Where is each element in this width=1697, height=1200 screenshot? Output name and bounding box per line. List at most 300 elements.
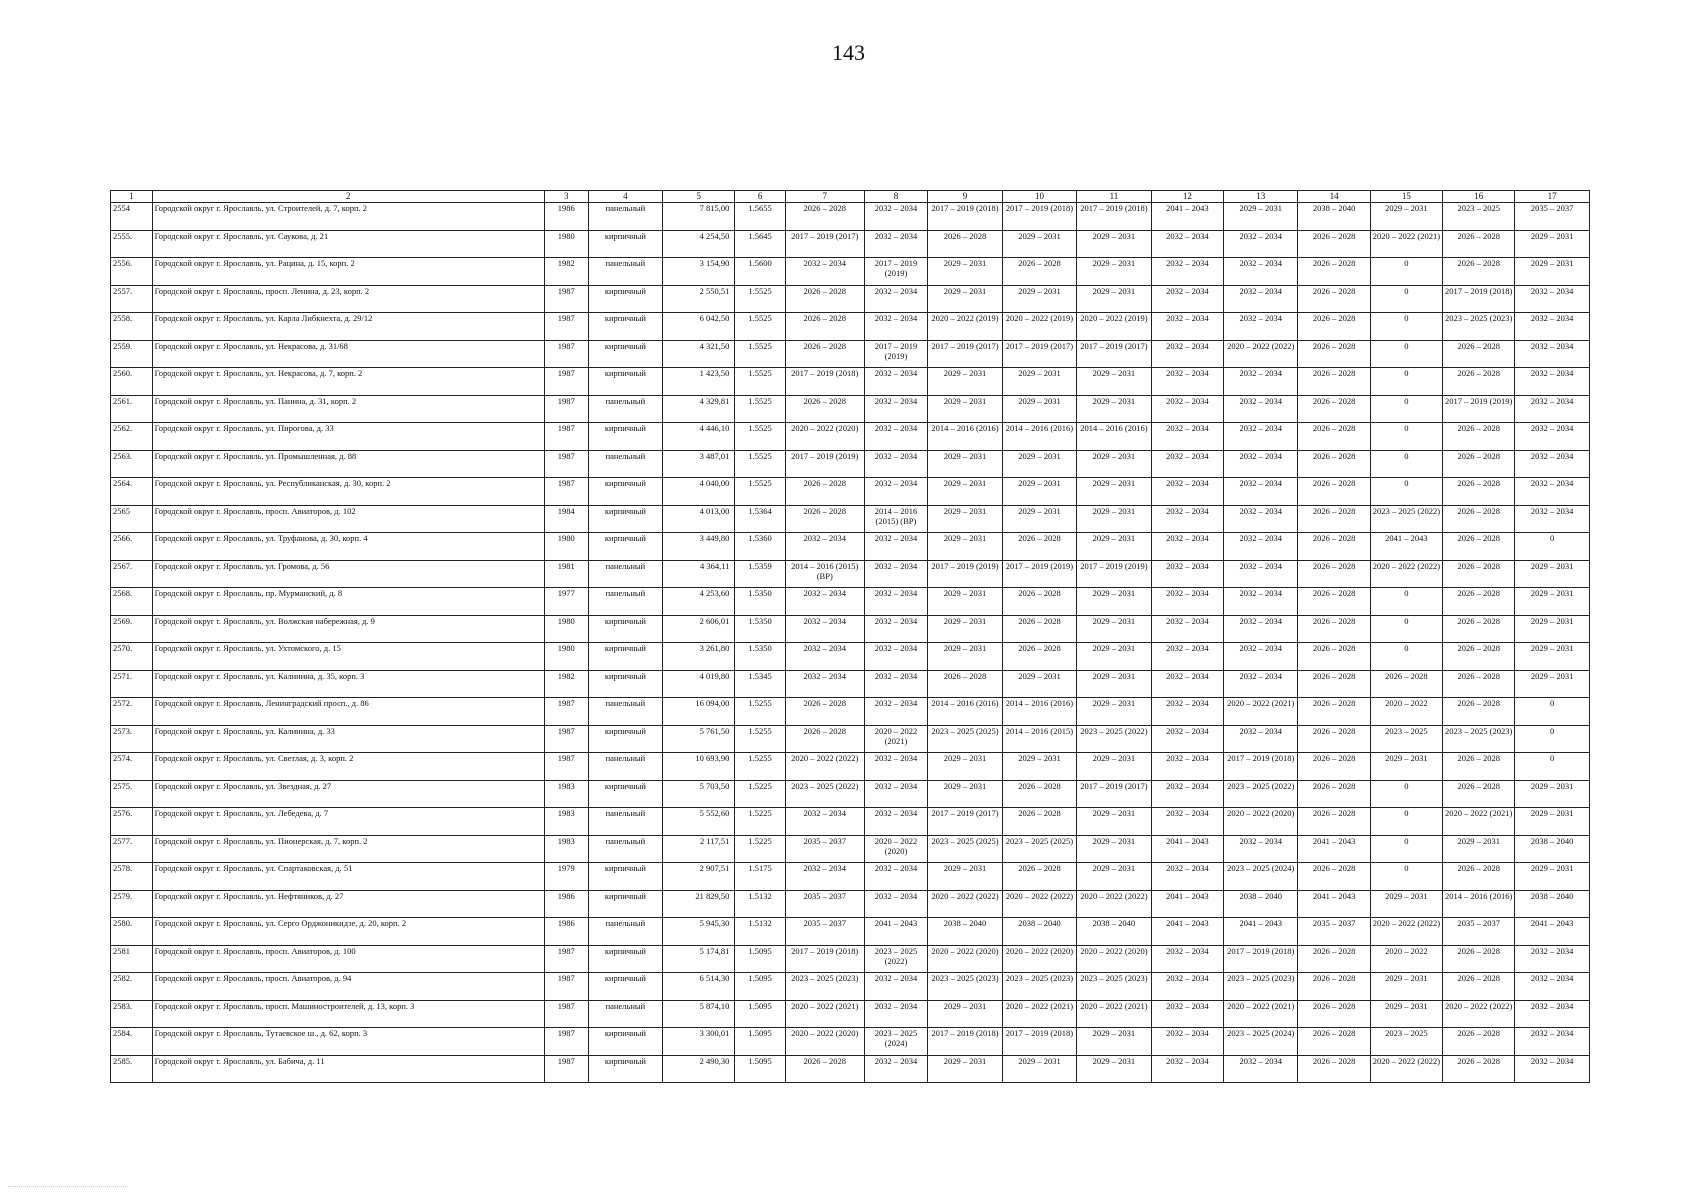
table-cell-col-13: 2032 – 2034 xyxy=(1223,643,1297,671)
table-cell-col-12: 2032 – 2034 xyxy=(1151,533,1223,561)
table-cell-col-8: 2032 – 2034 xyxy=(864,478,928,506)
table-cell-col-11: 2023 – 2025 (2023) xyxy=(1077,973,1151,1001)
table-cell-col-13: 2020 – 2022 (2021) xyxy=(1223,1000,1297,1028)
table-cell-col-11: 2029 – 2031 xyxy=(1077,863,1151,891)
table-cell-col-3: 1987 xyxy=(544,698,588,726)
table-cell-col-15: 2026 – 2028 xyxy=(1370,670,1442,698)
table-cell-col-15: 2023 – 2025 (2022) xyxy=(1370,505,1442,533)
table-cell-col-15: 0 xyxy=(1370,808,1442,836)
table-cell-col-16: 2026 – 2028 xyxy=(1443,1028,1515,1056)
table-cell-col-3: 1987 xyxy=(544,945,588,973)
table-cell-col-1: 2568. xyxy=(111,588,153,616)
table-cell-col-6: 1.5360 xyxy=(735,533,785,561)
table-cell-col-11: 2020 – 2022 (2021) xyxy=(1077,1000,1151,1028)
table-cell-col-17: 2032 – 2034 xyxy=(1515,285,1590,313)
table-cell-col-3: 1986 xyxy=(544,890,588,918)
table-cell-col-2: Городской округ г. Ярославль, ул. Бабича, д. 11 xyxy=(152,1055,544,1083)
table-cell-col-5: 4 446,10 xyxy=(663,423,735,451)
table-row xyxy=(111,643,1590,671)
table-cell-col-7: 2017 – 2019 (2018) xyxy=(785,945,864,973)
table-cell-col-12: 2032 – 2034 xyxy=(1151,945,1223,973)
table-cell-col-4: кирпичный xyxy=(588,615,662,643)
table-cell-col-2: Городской округ г. Ярославль, ул. Рацина, д. 15, корп. 2 xyxy=(152,258,544,286)
table-cell-col-7: 2026 – 2028 xyxy=(785,725,864,753)
table-cell-col-7: 2020 – 2022 (2020) xyxy=(785,423,864,451)
table-cell-col-15: 0 xyxy=(1370,395,1442,423)
table-cell-col-6: 1.5095 xyxy=(735,973,785,1001)
table-cell-col-8: 2032 – 2034 xyxy=(864,560,928,588)
table-cell-col-11: 2017 – 2019 (2019) xyxy=(1077,560,1151,588)
table-cell-col-15: 2020 – 2022 (2022) xyxy=(1370,1055,1442,1083)
table-cell-col-13: 2020 – 2022 (2020) xyxy=(1223,808,1297,836)
table-cell-col-11: 2029 – 2031 xyxy=(1077,753,1151,781)
table-cell-col-9: 2014 – 2016 (2016) xyxy=(928,423,1002,451)
table-cell-col-16: 2026 – 2028 xyxy=(1443,670,1515,698)
table-cell-col-11: 2017 – 2019 (2017) xyxy=(1077,780,1151,808)
table-cell-col-8: 2032 – 2034 xyxy=(864,863,928,891)
table-cell-col-1: 2569. xyxy=(111,615,153,643)
table-cell-col-17: 2029 – 2031 xyxy=(1515,670,1590,698)
table-cell-col-17: 0 xyxy=(1515,533,1590,561)
table-cell-col-12: 2032 – 2034 xyxy=(1151,478,1223,506)
table-cell-col-10: 2026 – 2028 xyxy=(1002,863,1076,891)
table-cell-col-15: 0 xyxy=(1370,863,1442,891)
table-cell-col-9: 2029 – 2031 xyxy=(928,395,1002,423)
table-cell-col-16: 2026 – 2028 xyxy=(1443,533,1515,561)
table-cell-col-12: 2032 – 2034 xyxy=(1151,973,1223,1001)
table-cell-col-1: 2572. xyxy=(111,698,153,726)
table-cell-col-16: 2026 – 2028 xyxy=(1443,230,1515,258)
table-cell-col-4: кирпичный xyxy=(588,533,662,561)
table-cell-col-8: 2032 – 2034 xyxy=(864,643,928,671)
table-cell-col-4: панельный xyxy=(588,1000,662,1028)
table-cell-col-4: кирпичный xyxy=(588,423,662,451)
table-cell-col-12: 2032 – 2034 xyxy=(1151,395,1223,423)
table-cell-col-8: 2020 – 2022 (2020) xyxy=(864,835,928,863)
table-cell-col-4: кирпичный xyxy=(588,505,662,533)
table-cell-col-5: 2 117,51 xyxy=(663,835,735,863)
table-cell-col-14: 2026 – 2028 xyxy=(1298,615,1370,643)
table-cell-col-17: 2032 – 2034 xyxy=(1515,478,1590,506)
table-cell-col-14: 2026 – 2028 xyxy=(1298,258,1370,286)
table-cell-col-4: кирпичный xyxy=(588,230,662,258)
table-cell-col-13: 2032 – 2034 xyxy=(1223,478,1297,506)
table-cell-col-6: 1.5225 xyxy=(735,808,785,836)
table-cell-col-8: 2032 – 2034 xyxy=(864,890,928,918)
table-cell-col-16: 2026 – 2028 xyxy=(1443,560,1515,588)
table-cell-col-11: 2029 – 2031 xyxy=(1077,258,1151,286)
table-cell-col-7: 2014 – 2016 (2015) (ВР) xyxy=(785,560,864,588)
table-cell-col-2: Городской округ г. Ярославль, просп. Авиаторов, д. 94 xyxy=(152,973,544,1001)
table-cell-col-2: Городской округ г. Ярославль, ул. Волжская набережная, д. 9 xyxy=(152,615,544,643)
table-cell-col-10: 2029 – 2031 xyxy=(1002,395,1076,423)
table-cell-col-1: 2573. xyxy=(111,725,153,753)
table-cell-col-2: Городской округ г. Ярославль, ул. Нефтяников, д. 27 xyxy=(152,890,544,918)
housing-table-container xyxy=(110,190,1590,1083)
table-cell-col-7: 2032 – 2034 xyxy=(785,643,864,671)
table-cell-col-14: 2026 – 2028 xyxy=(1298,670,1370,698)
table-cell-col-10: 2029 – 2031 xyxy=(1002,230,1076,258)
table-cell-col-1: 2562. xyxy=(111,423,153,451)
table-cell-col-4: панельный xyxy=(588,918,662,946)
table-cell-col-4: кирпичный xyxy=(588,285,662,313)
table-cell-col-6: 1.5225 xyxy=(735,835,785,863)
table-cell-col-12: 2032 – 2034 xyxy=(1151,258,1223,286)
table-cell-col-3: 1987 xyxy=(544,973,588,1001)
table-cell-col-10: 2014 – 2016 (2016) xyxy=(1002,698,1076,726)
table-cell-col-10: 2026 – 2028 xyxy=(1002,808,1076,836)
table-cell-col-8: 2032 – 2034 xyxy=(864,450,928,478)
table-cell-col-12: 2041 – 2043 xyxy=(1151,918,1223,946)
table-row xyxy=(111,698,1590,726)
table-cell-col-13: 2032 – 2034 xyxy=(1223,395,1297,423)
table-cell-col-9: 2029 – 2031 xyxy=(928,753,1002,781)
table-cell-col-17: 0 xyxy=(1515,698,1590,726)
table-cell-col-16: 2026 – 2028 xyxy=(1443,450,1515,478)
table-cell-col-13: 2032 – 2034 xyxy=(1223,285,1297,313)
table-cell-col-14: 2026 – 2028 xyxy=(1298,973,1370,1001)
table-cell-col-13: 2032 – 2034 xyxy=(1223,1055,1297,1083)
table-row xyxy=(111,725,1590,753)
header-row xyxy=(111,191,1590,203)
table-cell-col-2: Городской округ г. Ярославль, ул. Промышленная, д. 88 xyxy=(152,450,544,478)
table-cell-col-12: 2032 – 2034 xyxy=(1151,285,1223,313)
table-cell-col-1: 2567. xyxy=(111,560,153,588)
table-cell-col-1: 2583. xyxy=(111,1000,153,1028)
table-cell-col-5: 6 042,50 xyxy=(663,313,735,341)
table-cell-col-12: 2032 – 2034 xyxy=(1151,423,1223,451)
table-cell-col-15: 2029 – 2031 xyxy=(1370,973,1442,1001)
table-cell-col-1: 2578. xyxy=(111,863,153,891)
table-cell-col-5: 4 253,60 xyxy=(663,588,735,616)
column-header-17: 17 xyxy=(1515,191,1590,203)
table-cell-col-14: 2026 – 2028 xyxy=(1298,285,1370,313)
table-cell-col-15: 2020 – 2022 xyxy=(1370,698,1442,726)
table-cell-col-1: 2580. xyxy=(111,918,153,946)
table-cell-col-16: 2026 – 2028 xyxy=(1443,588,1515,616)
table-cell-col-10: 2017 – 2019 (2018) xyxy=(1002,1028,1076,1056)
table-cell-col-15: 0 xyxy=(1370,780,1442,808)
table-cell-col-17: 2029 – 2031 xyxy=(1515,863,1590,891)
table-cell-col-5: 5 945,30 xyxy=(663,918,735,946)
table-cell-col-2: Городской округ г. Ярославль, ул. Труфанова, д. 30, корп. 4 xyxy=(152,533,544,561)
table-cell-col-3: 1987 xyxy=(544,368,588,396)
table-cell-col-3: 1984 xyxy=(544,505,588,533)
table-cell-col-11: 2023 – 2025 (2022) xyxy=(1077,725,1151,753)
table-row xyxy=(111,450,1590,478)
table-cell-col-16: 2026 – 2028 xyxy=(1443,753,1515,781)
table-cell-col-15: 0 xyxy=(1370,368,1442,396)
table-cell-col-17: 2032 – 2034 xyxy=(1515,973,1590,1001)
table-cell-col-10: 2026 – 2028 xyxy=(1002,615,1076,643)
table-cell-col-7: 2026 – 2028 xyxy=(785,1055,864,1083)
table-cell-col-11: 2029 – 2031 xyxy=(1077,588,1151,616)
table-cell-col-2: Городской округ г. Ярославль, просп. Машиностроителей, д. 13, корп. 3 xyxy=(152,1000,544,1028)
table-cell-col-3: 1987 xyxy=(544,313,588,341)
table-cell-col-4: кирпичный xyxy=(588,780,662,808)
table-cell-col-5: 2 907,51 xyxy=(663,863,735,891)
table-cell-col-6: 1.5345 xyxy=(735,670,785,698)
table-cell-col-6: 1.5525 xyxy=(735,368,785,396)
table-cell-col-4: кирпичный xyxy=(588,1028,662,1056)
table-cell-col-8: 2023 – 2025 (2024) xyxy=(864,1028,928,1056)
table-cell-col-13: 2032 – 2034 xyxy=(1223,588,1297,616)
table-cell-col-15: 2041 – 2043 xyxy=(1370,533,1442,561)
table-cell-col-17: 2029 – 2031 xyxy=(1515,808,1590,836)
table-body xyxy=(111,203,1590,1083)
table-cell-col-9: 2029 – 2031 xyxy=(928,1000,1002,1028)
table-cell-col-1: 2571. xyxy=(111,670,153,698)
table-cell-col-2: Городской округ г. Ярославль, ул. Лебедева, д. 7 xyxy=(152,808,544,836)
table-cell-col-10: 2029 – 2031 xyxy=(1002,670,1076,698)
table-row xyxy=(111,340,1590,368)
table-cell-col-2: Городской округ г. Ярославль, ул. Калинина, д. 35, корп. 3 xyxy=(152,670,544,698)
table-cell-col-4: панельный xyxy=(588,450,662,478)
table-cell-col-5: 4 329,81 xyxy=(663,395,735,423)
table-header xyxy=(111,191,1590,203)
table-cell-col-4: панельный xyxy=(588,395,662,423)
table-cell-col-5: 3 261,80 xyxy=(663,643,735,671)
table-cell-col-4: панельный xyxy=(588,808,662,836)
table-cell-col-14: 2026 – 2028 xyxy=(1298,643,1370,671)
column-header-7: 7 xyxy=(785,191,864,203)
table-cell-col-15: 0 xyxy=(1370,615,1442,643)
table-cell-col-11: 2020 – 2022 (2020) xyxy=(1077,945,1151,973)
table-cell-col-14: 2026 – 2028 xyxy=(1298,945,1370,973)
table-cell-col-17: 2032 – 2034 xyxy=(1515,368,1590,396)
table-cell-col-6: 1.5364 xyxy=(735,505,785,533)
table-cell-col-3: 1987 xyxy=(544,725,588,753)
table-cell-col-7: 2032 – 2034 xyxy=(785,615,864,643)
table-cell-col-3: 1980 xyxy=(544,643,588,671)
table-cell-col-3: 1987 xyxy=(544,753,588,781)
table-cell-col-5: 4 013,00 xyxy=(663,505,735,533)
table-cell-col-1: 2581 xyxy=(111,945,153,973)
table-cell-col-7: 2020 – 2022 (2021) xyxy=(785,1000,864,1028)
table-row xyxy=(111,918,1590,946)
table-cell-col-10: 2017 – 2019 (2017) xyxy=(1002,340,1076,368)
table-row xyxy=(111,973,1590,1001)
table-cell-col-11: 2029 – 2031 xyxy=(1077,1028,1151,1056)
table-cell-col-6: 1.5095 xyxy=(735,1028,785,1056)
table-cell-col-2: Городской округ г. Ярославль, пр. Мурманский, д. 8 xyxy=(152,588,544,616)
table-cell-col-2: Городской округ г. Ярославль, ул. Некрасова, д. 31/68 xyxy=(152,340,544,368)
table-cell-col-15: 2020 – 2022 xyxy=(1370,945,1442,973)
table-cell-col-4: кирпичный xyxy=(588,1055,662,1083)
table-cell-col-15: 0 xyxy=(1370,423,1442,451)
table-cell-col-6: 1.5525 xyxy=(735,478,785,506)
table-cell-col-4: панельный xyxy=(588,203,662,231)
table-cell-col-11: 2029 – 2031 xyxy=(1077,368,1151,396)
table-cell-col-5: 10 693,90 xyxy=(663,753,735,781)
table-row xyxy=(111,670,1590,698)
table-cell-col-11: 2029 – 2031 xyxy=(1077,698,1151,726)
table-cell-col-13: 2032 – 2034 xyxy=(1223,560,1297,588)
table-cell-col-17: 2029 – 2031 xyxy=(1515,560,1590,588)
table-cell-col-1: 2579. xyxy=(111,890,153,918)
table-cell-col-13: 2032 – 2034 xyxy=(1223,725,1297,753)
table-cell-col-3: 1987 xyxy=(544,395,588,423)
table-cell-col-4: кирпичный xyxy=(588,973,662,1001)
table-cell-col-16: 2026 – 2028 xyxy=(1443,505,1515,533)
table-cell-col-15: 0 xyxy=(1370,450,1442,478)
table-cell-col-10: 2017 – 2019 (2019) xyxy=(1002,560,1076,588)
table-cell-col-13: 2020 – 2022 (2021) xyxy=(1223,698,1297,726)
table-cell-col-14: 2041 – 2043 xyxy=(1298,890,1370,918)
table-cell-col-14: 2026 – 2028 xyxy=(1298,1000,1370,1028)
table-cell-col-16: 2026 – 2028 xyxy=(1443,340,1515,368)
table-cell-col-10: 2026 – 2028 xyxy=(1002,258,1076,286)
table-cell-col-14: 2026 – 2028 xyxy=(1298,1028,1370,1056)
table-cell-col-2: Городской округ г. Ярославль, Ленинградский просп., д. 86 xyxy=(152,698,544,726)
table-cell-col-13: 2023 – 2025 (2024) xyxy=(1223,1028,1297,1056)
table-cell-col-12: 2032 – 2034 xyxy=(1151,670,1223,698)
table-cell-col-16: 2017 – 2019 (2019) xyxy=(1443,395,1515,423)
table-cell-col-3: 1987 xyxy=(544,1000,588,1028)
table-cell-col-11: 2029 – 2031 xyxy=(1077,808,1151,836)
table-cell-col-7: 2035 – 2037 xyxy=(785,835,864,863)
table-cell-col-2: Городской округ г. Ярославль, ул. Громова, д. 56 xyxy=(152,560,544,588)
table-row xyxy=(111,478,1590,506)
table-row xyxy=(111,285,1590,313)
table-cell-col-11: 2029 – 2031 xyxy=(1077,670,1151,698)
table-cell-col-1: 2554 xyxy=(111,203,153,231)
table-cell-col-17: 2032 – 2034 xyxy=(1515,313,1590,341)
table-cell-col-5: 3 300,01 xyxy=(663,1028,735,1056)
table-cell-col-8: 2032 – 2034 xyxy=(864,615,928,643)
table-cell-col-8: 2032 – 2034 xyxy=(864,780,928,808)
table-cell-col-7: 2035 – 2037 xyxy=(785,890,864,918)
column-header-12: 12 xyxy=(1151,191,1223,203)
table-cell-col-6: 1.5132 xyxy=(735,890,785,918)
table-row xyxy=(111,780,1590,808)
table-cell-col-8: 2017 – 2019 (2019) xyxy=(864,340,928,368)
column-header-15: 15 xyxy=(1370,191,1442,203)
table-cell-col-16: 2029 – 2031 xyxy=(1443,835,1515,863)
table-cell-col-13: 2032 – 2034 xyxy=(1223,313,1297,341)
table-cell-col-5: 5 761,50 xyxy=(663,725,735,753)
table-cell-col-14: 2026 – 2028 xyxy=(1298,450,1370,478)
table-cell-col-15: 2029 – 2031 xyxy=(1370,753,1442,781)
table-cell-col-13: 2023 – 2025 (2023) xyxy=(1223,973,1297,1001)
table-cell-col-9: 2029 – 2031 xyxy=(928,285,1002,313)
table-cell-col-9: 2017 – 2019 (2017) xyxy=(928,340,1002,368)
table-cell-col-15: 2029 – 2031 xyxy=(1370,1000,1442,1028)
table-cell-col-12: 2041 – 2043 xyxy=(1151,203,1223,231)
table-cell-col-2: Городской округ г. Ярославль, ул. Звездная, д. 27 xyxy=(152,780,544,808)
table-cell-col-4: кирпичный xyxy=(588,340,662,368)
table-cell-col-5: 16 094,00 xyxy=(663,698,735,726)
table-cell-col-3: 1987 xyxy=(544,423,588,451)
table-cell-col-11: 2029 – 2031 xyxy=(1077,230,1151,258)
table-cell-col-2: Городской округ г. Ярославль, ул. Светлая, д. 3, корп. 2 xyxy=(152,753,544,781)
table-cell-col-16: 2026 – 2028 xyxy=(1443,1055,1515,1083)
table-cell-col-4: кирпичный xyxy=(588,863,662,891)
table-cell-col-17: 2032 – 2034 xyxy=(1515,423,1590,451)
table-cell-col-10: 2020 – 2022 (2020) xyxy=(1002,945,1076,973)
table-cell-col-2: Городской округ г. Ярославль, ул. Пирогова, д. 33 xyxy=(152,423,544,451)
table-cell-col-15: 0 xyxy=(1370,478,1442,506)
table-cell-col-7: 2032 – 2034 xyxy=(785,863,864,891)
table-cell-col-6: 1.5525 xyxy=(735,450,785,478)
table-cell-col-11: 2020 – 2022 (2019) xyxy=(1077,313,1151,341)
table-row xyxy=(111,615,1590,643)
table-row xyxy=(111,1028,1590,1056)
table-cell-col-10: 2020 – 2022 (2019) xyxy=(1002,313,1076,341)
table-cell-col-9: 2029 – 2031 xyxy=(928,533,1002,561)
table-cell-col-5: 5 174,81 xyxy=(663,945,735,973)
table-cell-col-13: 2032 – 2034 xyxy=(1223,368,1297,396)
table-cell-col-3: 1987 xyxy=(544,1028,588,1056)
table-cell-col-16: 2026 – 2028 xyxy=(1443,423,1515,451)
table-cell-col-14: 2041 – 2043 xyxy=(1298,835,1370,863)
table-cell-col-5: 7 815,00 xyxy=(663,203,735,231)
table-cell-col-3: 1980 xyxy=(544,230,588,258)
table-cell-col-6: 1.5525 xyxy=(735,285,785,313)
table-cell-col-3: 1983 xyxy=(544,835,588,863)
table-cell-col-9: 2023 – 2025 (2025) xyxy=(928,835,1002,863)
table-cell-col-14: 2026 – 2028 xyxy=(1298,588,1370,616)
table-row xyxy=(111,533,1590,561)
table-cell-col-3: 1982 xyxy=(544,670,588,698)
table-cell-col-3: 1981 xyxy=(544,560,588,588)
table-cell-col-1: 2555. xyxy=(111,230,153,258)
table-cell-col-13: 2032 – 2034 xyxy=(1223,533,1297,561)
table-cell-col-16: 2026 – 2028 xyxy=(1443,973,1515,1001)
table-cell-col-12: 2032 – 2034 xyxy=(1151,230,1223,258)
table-row xyxy=(111,835,1590,863)
column-header-16: 16 xyxy=(1443,191,1515,203)
table-cell-col-6: 1.5359 xyxy=(735,560,785,588)
table-cell-col-9: 2026 – 2028 xyxy=(928,670,1002,698)
table-cell-col-17: 2032 – 2034 xyxy=(1515,1000,1590,1028)
table-cell-col-6: 1.5255 xyxy=(735,725,785,753)
table-row xyxy=(111,753,1590,781)
table-cell-col-1: 2570. xyxy=(111,643,153,671)
table-cell-col-17: 2032 – 2034 xyxy=(1515,505,1590,533)
table-cell-col-6: 1.5095 xyxy=(735,1055,785,1083)
column-header-11: 11 xyxy=(1077,191,1151,203)
table-cell-col-13: 2023 – 2025 (2024) xyxy=(1223,863,1297,891)
table-cell-col-8: 2032 – 2034 xyxy=(864,698,928,726)
table-cell-col-6: 1.5525 xyxy=(735,423,785,451)
table-cell-col-9: 2029 – 2031 xyxy=(928,643,1002,671)
table-cell-col-13: 2041 – 2043 xyxy=(1223,918,1297,946)
table-cell-col-7: 2026 – 2028 xyxy=(785,698,864,726)
table-cell-col-9: 2029 – 2031 xyxy=(928,863,1002,891)
table-cell-col-10: 2023 – 2025 (2023) xyxy=(1002,973,1076,1001)
table-row xyxy=(111,230,1590,258)
column-header-5: 5 xyxy=(663,191,735,203)
table-cell-col-15: 2023 – 2025 xyxy=(1370,1028,1442,1056)
table-cell-col-13: 2020 – 2022 (2022) xyxy=(1223,340,1297,368)
table-cell-col-5: 4 019,80 xyxy=(663,670,735,698)
table-cell-col-14: 2026 – 2028 xyxy=(1298,533,1370,561)
table-cell-col-3: 1980 xyxy=(544,615,588,643)
table-cell-col-1: 2575. xyxy=(111,780,153,808)
table-cell-col-5: 3 154,90 xyxy=(663,258,735,286)
table-cell-col-7: 2017 – 2019 (2019) xyxy=(785,450,864,478)
table-cell-col-3: 1986 xyxy=(544,203,588,231)
table-row xyxy=(111,890,1590,918)
table-cell-col-4: кирпичный xyxy=(588,478,662,506)
table-cell-col-17: 0 xyxy=(1515,725,1590,753)
table-cell-col-6: 1.5655 xyxy=(735,203,785,231)
table-cell-col-1: 2559. xyxy=(111,340,153,368)
table-cell-col-16: 2017 – 2019 (2018) xyxy=(1443,285,1515,313)
table-cell-col-7: 2017 – 2019 (2017) xyxy=(785,230,864,258)
table-cell-col-8: 2032 – 2034 xyxy=(864,230,928,258)
